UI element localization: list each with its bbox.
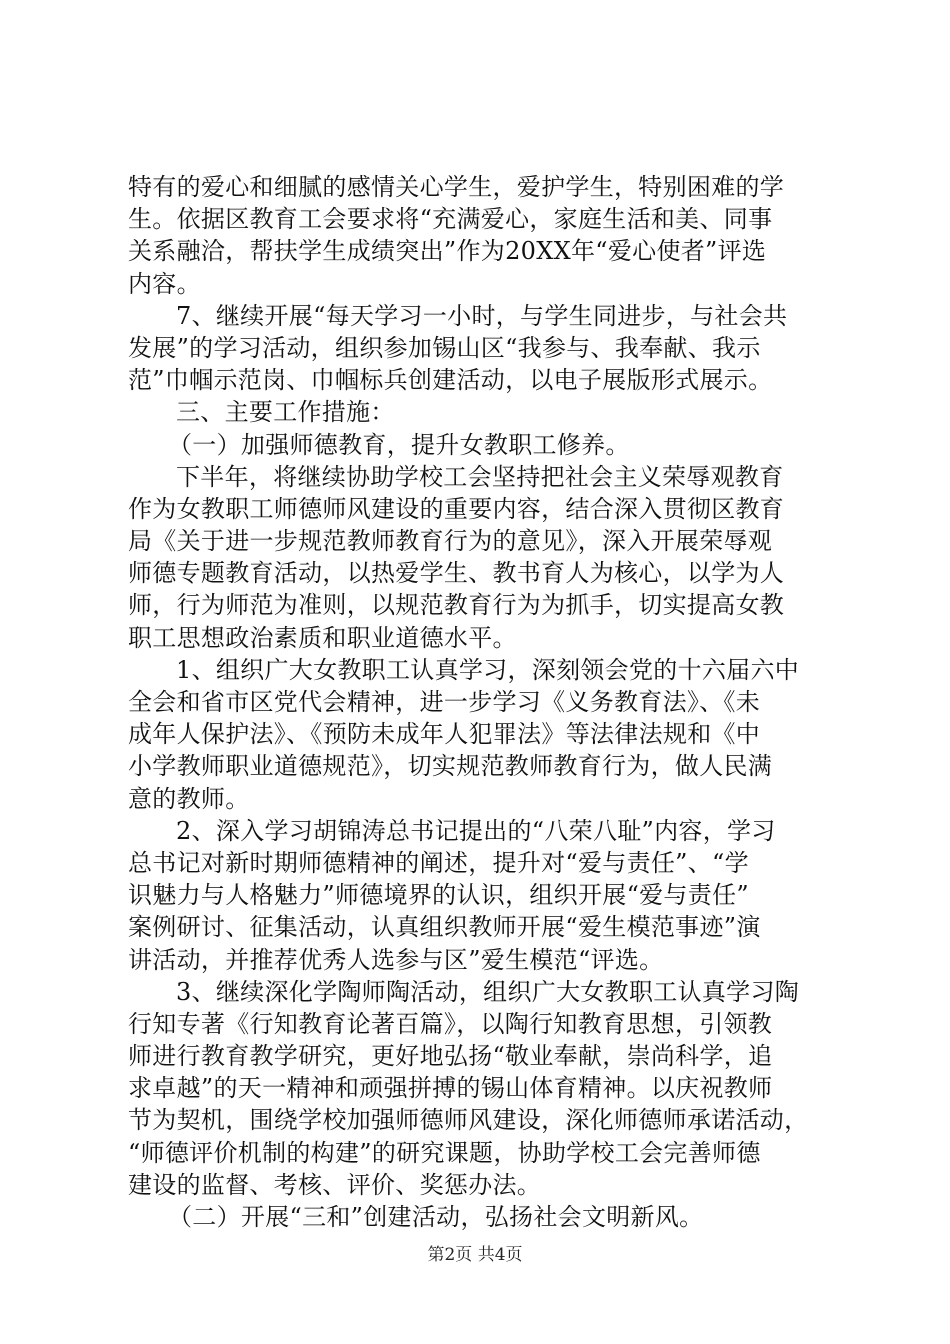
text-line: 作为女教职工师德师风建设的重要内容，结合深入贯彻区教育 bbox=[128, 494, 785, 523]
text-line: 关系融洽，帮扶学生成绩突出”作为20XX年“爱心使者”评选 bbox=[128, 237, 767, 266]
section-heading: 三、主要工作措施： bbox=[176, 398, 395, 427]
paragraph-start-line: 下半年，将继续协助学校工会坚持把社会主义荣辱观教育 bbox=[176, 462, 784, 491]
text-line: 内容。 bbox=[128, 269, 201, 298]
text-line: 案例研讨、征集活动，认真组织教师开展“爱生模范事迹”演 bbox=[128, 913, 761, 942]
text-line: “师德评价机制的构建”的研究课题，协助学校工会完善师德 bbox=[128, 1138, 761, 1167]
paragraph-start-line: 1、组织广大女教职工认真学习，深刻领会党的十六届六中 bbox=[176, 655, 800, 684]
paragraph-start-line: 2、深入学习胡锦涛总书记提出的“八荣八耻”内容，学习 bbox=[176, 816, 776, 845]
text-line: 局《关于进一步规范教师教育行为的意见》，深入开展荣辱观 bbox=[128, 527, 773, 556]
text-line: 讲活动，并推荐优秀人选参与区”爱生模范“评选。 bbox=[128, 945, 664, 974]
text-line: 识魅力与人格魅力”师德境界的认识，组织开展“爱与责任” bbox=[128, 881, 749, 910]
text-line: 生。依据区教育工会要求将“充满爱心，家庭生活和美、同事 bbox=[128, 205, 773, 234]
text-line: 特有的爱心和细腻的感情关心学生，爱护学生，特别困难的学 bbox=[128, 173, 785, 201]
text-line: 全会和省市区党代会精神，进一步学习《义务教育法》、《未 bbox=[128, 688, 761, 716]
text-line: 总书记对新时期师德精神的阐述，提升对“爱与责任”、“学 bbox=[128, 848, 749, 877]
text-line: 节为契机，围绕学校加强师德师风建设，深化师德师承诺活动， bbox=[128, 1106, 809, 1135]
text-line: 职工思想政治素质和职业道德水平。 bbox=[128, 623, 517, 652]
text-line: 师，行为师范为准则，以规范教育行为为抓手，切实提高女教 bbox=[128, 591, 785, 620]
text-line: 小学教师职业道德规范》，切实规范教师教育行为，做人民满 bbox=[128, 752, 773, 781]
document-body bbox=[128, 171, 828, 1233]
subsection-heading: （一）加强师德教育，提升女教职工修养。 bbox=[168, 430, 630, 459]
text-line: 发展”的学习活动，组织参加锡山区“我参与、我奉献、我示 bbox=[128, 333, 761, 362]
text-line: 师进行教育教学研究，更好地弘扬“敬业奉献，崇尚科学，追 bbox=[128, 1042, 773, 1071]
text-line: 建设的监督、考核、评价、奖惩办法。 bbox=[128, 1170, 542, 1199]
text-line: 行知专著《行知教育论著百篇》，以陶行知教育思想，引领教 bbox=[128, 1009, 773, 1038]
text-line: 成年人保护法》、《预防未成年人犯罪法》等法律法规和《中 bbox=[128, 720, 761, 749]
text-line: 求卓越”的天一精神和顽强拼搏的锡山体育精神。以庆祝教师 bbox=[128, 1074, 773, 1103]
paragraph-start-line: 7、继续开展“每天学习一小时，与学生同进步，与社会共 bbox=[176, 301, 788, 330]
text-line: 意的教师。 bbox=[128, 784, 250, 813]
subsection-heading: （二）开展“三和”创建活动，弘扬社会文明新风。 bbox=[168, 1203, 704, 1231]
page-number-footer: 第2页 共4页 bbox=[427, 1245, 523, 1265]
text-line: 师德专题教育活动，以热爱学生、教书育人为核心，以学为人 bbox=[128, 559, 785, 588]
paragraph-start-line: 3、继续深化学陶师陶活动，组织广大女教职工认真学习陶 bbox=[176, 977, 800, 1006]
text-line: 范”巾帼示范岗、巾帼标兵创建活动，以电子展版形式展示。 bbox=[128, 366, 773, 395]
